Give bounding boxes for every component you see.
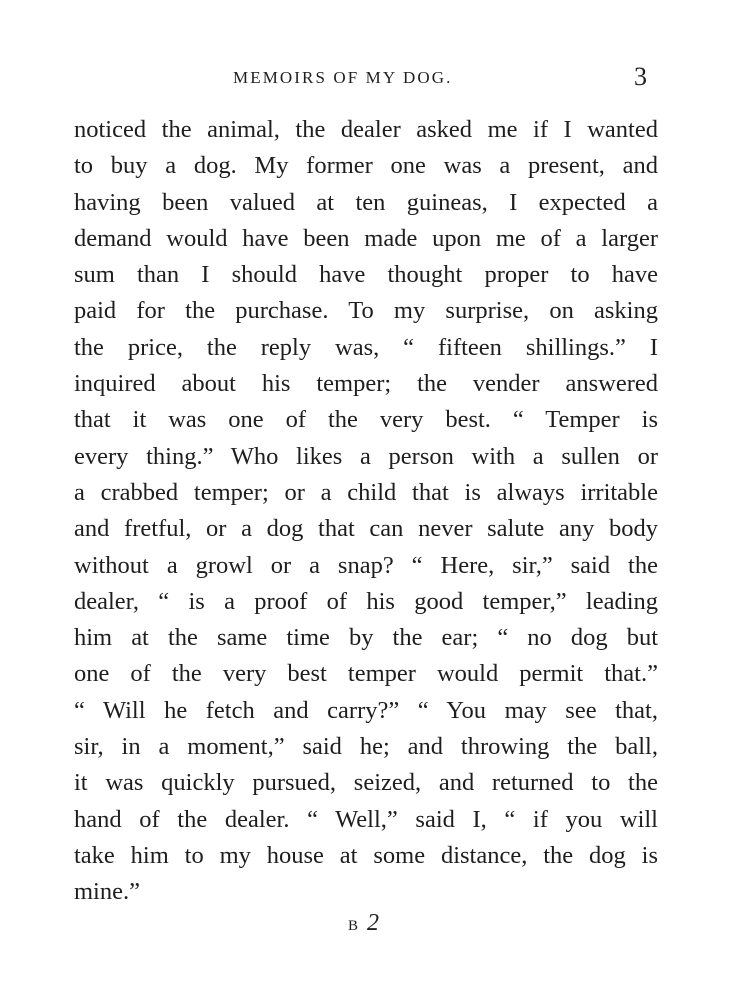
page-header xyxy=(0,62,744,94)
text-line: sir, in a moment,” said he; and throwing the ball, xyxy=(74,733,658,761)
text-line: the price, the reply was, “ fifteen shillings.” I xyxy=(74,333,658,361)
text-line: and fretful, or a dog that can never salute any body xyxy=(74,515,658,543)
text-line: hand of the dealer. “ Well,” said I, “ if you will xyxy=(74,805,658,833)
signature-mark xyxy=(348,910,379,937)
text-line: to buy a dog. My former one was a present, and xyxy=(74,152,658,180)
text-line: “ Will he fetch and carry?” “ You may see that, xyxy=(74,696,658,724)
text-line: a crabbed temper; or a child that is always irritable xyxy=(74,478,658,506)
text-line: inquired about his temper; the vender answered xyxy=(74,370,658,398)
text-line: having been valued at ten guineas, I expected a xyxy=(74,188,658,216)
text-line: paid for the purchase. To my surprise, on asking xyxy=(74,297,658,325)
text-line: take him to my house at some distance, the dog is xyxy=(74,841,658,869)
text-line: that it was one of the very best. “ Temper is xyxy=(74,406,658,434)
text-line: noticed the animal, the dealer asked me if I wanted xyxy=(74,116,658,143)
text-line: demand would have been made upon me of a larger xyxy=(74,224,658,252)
text-line: every thing.” Who likes a person with a sullen or xyxy=(74,442,658,470)
page-number: 3 xyxy=(634,62,647,91)
text-line: without a growl or a snap? “ Here, sir,” said the xyxy=(74,551,658,579)
text-line: sum than I should have thought proper to have xyxy=(74,261,658,289)
signature-number: 2 xyxy=(367,910,380,936)
text-line: dealer, “ is a proof of his good temper,” leading xyxy=(74,587,658,615)
signature-letter: B xyxy=(348,918,360,934)
text-line: mine.” xyxy=(74,878,140,906)
running-title: MEMOIRS OF MY DOG. xyxy=(233,68,453,87)
text-line: him at the same time by the ear; “ no dog but xyxy=(74,624,658,652)
body-text xyxy=(74,112,658,911)
text-line: it was quickly pursued, seized, and returned to the xyxy=(74,769,658,797)
text-line: one of the very best temper would permit that.” xyxy=(74,660,658,688)
